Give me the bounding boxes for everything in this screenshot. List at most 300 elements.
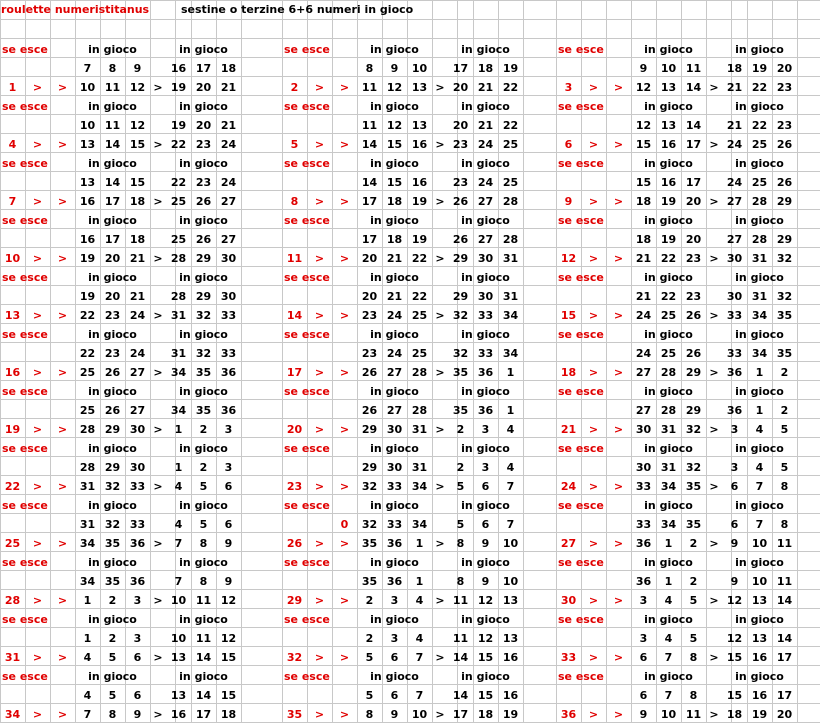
exit-number[interactable]: 36 bbox=[560, 708, 577, 721]
number-cell[interactable]: 23 bbox=[776, 119, 793, 132]
number-cell[interactable]: 32 bbox=[104, 518, 121, 531]
number-cell[interactable]: 25 bbox=[79, 366, 96, 379]
number-cell[interactable]: 30 bbox=[635, 423, 652, 436]
number-cell[interactable]: 18 bbox=[220, 62, 237, 75]
number-cell[interactable]: 33 bbox=[220, 309, 237, 322]
number-cell[interactable]: 5 bbox=[689, 594, 698, 607]
number-cell[interactable]: 33 bbox=[129, 480, 146, 493]
number-cell[interactable]: 15 bbox=[129, 176, 146, 189]
number-cell[interactable]: 13 bbox=[411, 119, 428, 132]
number-cell[interactable]: 32 bbox=[361, 480, 378, 493]
number-cell[interactable]: 4 bbox=[506, 423, 515, 436]
number-cell[interactable]: 3 bbox=[730, 461, 739, 474]
number-cell[interactable]: 4 bbox=[174, 518, 183, 531]
number-cell[interactable]: 18 bbox=[386, 233, 403, 246]
number-cell[interactable]: 14 bbox=[685, 119, 702, 132]
number-cell[interactable]: 34 bbox=[170, 366, 187, 379]
number-cell[interactable]: 12 bbox=[635, 119, 652, 132]
number-cell[interactable]: 20 bbox=[685, 195, 702, 208]
number-cell[interactable]: 23 bbox=[361, 347, 378, 360]
number-cell[interactable]: 8 bbox=[456, 537, 465, 550]
number-cell[interactable]: 31 bbox=[660, 461, 677, 474]
number-cell[interactable]: 24 bbox=[386, 347, 403, 360]
number-cell[interactable]: 30 bbox=[129, 423, 146, 436]
number-cell[interactable]: 26 bbox=[104, 404, 121, 417]
number-cell[interactable]: 4 bbox=[506, 461, 515, 474]
number-cell[interactable]: 14 bbox=[361, 138, 378, 151]
number-cell[interactable]: 20 bbox=[776, 62, 793, 75]
number-cell[interactable]: 15 bbox=[635, 138, 652, 151]
sheet-subtitle[interactable]: sestine o terzine 6+6 numeri in gioco bbox=[181, 3, 414, 16]
number-cell[interactable]: 19 bbox=[502, 62, 519, 75]
number-cell[interactable]: 10 bbox=[79, 81, 96, 94]
number-cell[interactable]: 35 bbox=[361, 537, 378, 550]
number-cell[interactable]: 22 bbox=[502, 81, 519, 94]
number-cell[interactable]: 17 bbox=[776, 689, 793, 702]
number-cell[interactable]: 17 bbox=[361, 195, 378, 208]
number-cell[interactable]: 19 bbox=[751, 62, 768, 75]
number-cell[interactable]: 26 bbox=[452, 233, 469, 246]
number-cell[interactable]: 18 bbox=[386, 195, 403, 208]
number-cell[interactable]: 21 bbox=[635, 290, 652, 303]
number-cell[interactable]: 14 bbox=[452, 689, 469, 702]
number-cell[interactable]: 33 bbox=[635, 480, 652, 493]
number-cell[interactable]: 4 bbox=[755, 461, 764, 474]
number-cell[interactable]: 15 bbox=[726, 689, 743, 702]
number-cell[interactable]: 17 bbox=[776, 651, 793, 664]
number-cell[interactable]: 12 bbox=[220, 632, 237, 645]
number-cell[interactable]: 2 bbox=[689, 537, 698, 550]
number-cell[interactable]: 16 bbox=[170, 62, 187, 75]
number-cell[interactable]: 19 bbox=[660, 233, 677, 246]
number-cell[interactable]: 7 bbox=[755, 480, 764, 493]
number-cell[interactable]: 26 bbox=[776, 176, 793, 189]
number-cell[interactable]: 1 bbox=[664, 537, 673, 550]
number-cell[interactable]: 30 bbox=[726, 252, 743, 265]
number-cell[interactable]: 6 bbox=[390, 689, 399, 702]
number-cell[interactable]: 34 bbox=[751, 347, 768, 360]
number-cell[interactable]: 19 bbox=[170, 81, 187, 94]
number-cell[interactable]: 36 bbox=[635, 537, 652, 550]
number-cell[interactable]: 18 bbox=[726, 62, 743, 75]
number-cell[interactable]: 16 bbox=[79, 233, 96, 246]
number-cell[interactable]: 34 bbox=[411, 480, 428, 493]
exit-number[interactable]: 32 bbox=[286, 651, 303, 664]
stray-zero-cell[interactable]: 0 bbox=[340, 518, 349, 531]
exit-number[interactable]: 14 bbox=[286, 309, 303, 322]
number-cell[interactable]: 26 bbox=[361, 366, 378, 379]
number-cell[interactable]: 10 bbox=[502, 537, 519, 550]
number-cell[interactable]: 25 bbox=[502, 138, 519, 151]
number-cell[interactable]: 7 bbox=[415, 689, 424, 702]
number-cell[interactable]: 9 bbox=[481, 575, 490, 588]
number-cell[interactable]: 5 bbox=[199, 518, 208, 531]
number-cell[interactable]: 35 bbox=[776, 347, 793, 360]
number-cell[interactable]: 6 bbox=[730, 480, 739, 493]
number-cell[interactable]: 31 bbox=[411, 423, 428, 436]
number-cell[interactable]: 14 bbox=[361, 176, 378, 189]
number-cell[interactable]: 22 bbox=[411, 290, 428, 303]
number-cell[interactable]: 17 bbox=[104, 195, 121, 208]
number-cell[interactable]: 30 bbox=[386, 461, 403, 474]
number-cell[interactable]: 9 bbox=[639, 708, 648, 721]
number-cell[interactable]: 25 bbox=[170, 195, 187, 208]
number-cell[interactable]: 20 bbox=[195, 119, 212, 132]
number-cell[interactable]: 20 bbox=[104, 290, 121, 303]
number-cell[interactable]: 13 bbox=[79, 176, 96, 189]
exit-number[interactable]: 34 bbox=[4, 708, 21, 721]
exit-number[interactable]: 19 bbox=[4, 423, 21, 436]
number-cell[interactable]: 6 bbox=[481, 480, 490, 493]
number-cell[interactable]: 27 bbox=[477, 233, 494, 246]
number-cell[interactable]: 8 bbox=[689, 689, 698, 702]
number-cell[interactable]: 14 bbox=[104, 138, 121, 151]
number-cell[interactable]: 27 bbox=[726, 195, 743, 208]
number-cell[interactable]: 29 bbox=[361, 461, 378, 474]
number-cell[interactable]: 7 bbox=[83, 62, 92, 75]
number-cell[interactable]: 23 bbox=[361, 309, 378, 322]
number-cell[interactable]: 27 bbox=[386, 366, 403, 379]
exit-number[interactable]: 3 bbox=[564, 81, 573, 94]
number-cell[interactable]: 22 bbox=[79, 309, 96, 322]
number-cell[interactable]: 21 bbox=[386, 252, 403, 265]
number-cell[interactable]: 5 bbox=[199, 480, 208, 493]
number-cell[interactable]: 30 bbox=[726, 290, 743, 303]
number-cell[interactable]: 1 bbox=[83, 632, 92, 645]
number-cell[interactable]: 8 bbox=[108, 708, 117, 721]
number-cell[interactable]: 3 bbox=[481, 423, 490, 436]
number-cell[interactable]: 20 bbox=[195, 81, 212, 94]
number-cell[interactable]: 16 bbox=[660, 176, 677, 189]
number-cell[interactable]: 19 bbox=[79, 252, 96, 265]
number-cell[interactable]: 3 bbox=[133, 594, 142, 607]
number-cell[interactable]: 10 bbox=[751, 575, 768, 588]
number-cell[interactable]: 24 bbox=[635, 309, 652, 322]
number-cell[interactable]: 8 bbox=[780, 480, 789, 493]
number-cell[interactable]: 19 bbox=[411, 233, 428, 246]
number-cell[interactable]: 2 bbox=[108, 632, 117, 645]
number-cell[interactable]: 1 bbox=[506, 366, 515, 379]
number-cell[interactable]: 25 bbox=[502, 176, 519, 189]
number-cell[interactable]: 12 bbox=[477, 632, 494, 645]
number-cell[interactable]: 23 bbox=[685, 290, 702, 303]
number-cell[interactable]: 29 bbox=[361, 423, 378, 436]
number-cell[interactable]: 9 bbox=[639, 62, 648, 75]
number-cell[interactable]: 25 bbox=[79, 404, 96, 417]
number-cell[interactable]: 32 bbox=[195, 347, 212, 360]
number-cell[interactable]: 24 bbox=[477, 138, 494, 151]
number-cell[interactable]: 36 bbox=[129, 537, 146, 550]
number-cell[interactable]: 3 bbox=[481, 461, 490, 474]
number-cell[interactable]: 25 bbox=[751, 138, 768, 151]
number-cell[interactable]: 10 bbox=[502, 575, 519, 588]
number-cell[interactable]: 13 bbox=[502, 632, 519, 645]
number-cell[interactable]: 29 bbox=[195, 252, 212, 265]
number-cell[interactable]: 12 bbox=[726, 594, 743, 607]
number-cell[interactable]: 7 bbox=[664, 689, 673, 702]
number-cell[interactable]: 30 bbox=[220, 290, 237, 303]
number-cell[interactable]: 13 bbox=[751, 632, 768, 645]
number-cell[interactable]: 5 bbox=[780, 461, 789, 474]
number-cell[interactable]: 26 bbox=[452, 195, 469, 208]
number-cell[interactable]: 5 bbox=[456, 480, 465, 493]
exit-number[interactable]: 33 bbox=[560, 651, 577, 664]
number-cell[interactable]: 16 bbox=[79, 195, 96, 208]
number-cell[interactable]: 17 bbox=[452, 708, 469, 721]
number-cell[interactable]: 5 bbox=[365, 689, 374, 702]
number-cell[interactable]: 17 bbox=[361, 233, 378, 246]
number-cell[interactable]: 26 bbox=[776, 138, 793, 151]
number-cell[interactable]: 20 bbox=[685, 233, 702, 246]
exit-number[interactable]: 2 bbox=[290, 81, 299, 94]
number-cell[interactable]: 30 bbox=[129, 461, 146, 474]
number-cell[interactable]: 23 bbox=[195, 138, 212, 151]
number-cell[interactable]: 26 bbox=[195, 195, 212, 208]
exit-number[interactable]: 25 bbox=[4, 537, 21, 550]
number-cell[interactable]: 24 bbox=[726, 138, 743, 151]
number-cell[interactable]: 22 bbox=[660, 290, 677, 303]
number-cell[interactable]: 9 bbox=[390, 708, 399, 721]
number-cell[interactable]: 8 bbox=[456, 575, 465, 588]
number-cell[interactable]: 29 bbox=[452, 252, 469, 265]
number-cell[interactable]: 21 bbox=[726, 119, 743, 132]
number-cell[interactable]: 8 bbox=[365, 708, 374, 721]
number-cell[interactable]: 18 bbox=[477, 708, 494, 721]
sheet-title[interactable]: roulette numeristitanus bbox=[1, 3, 150, 16]
number-cell[interactable]: 11 bbox=[776, 537, 793, 550]
number-cell[interactable]: 31 bbox=[751, 252, 768, 265]
number-cell[interactable]: 29 bbox=[776, 233, 793, 246]
number-cell[interactable]: 27 bbox=[726, 233, 743, 246]
number-cell[interactable]: 15 bbox=[220, 651, 237, 664]
exit-number[interactable]: 6 bbox=[564, 138, 573, 151]
number-cell[interactable]: 28 bbox=[751, 233, 768, 246]
number-cell[interactable]: 23 bbox=[195, 176, 212, 189]
number-cell[interactable]: 19 bbox=[502, 708, 519, 721]
exit-number[interactable]: 4 bbox=[8, 138, 17, 151]
number-cell[interactable]: 3 bbox=[224, 423, 233, 436]
exit-number[interactable]: 26 bbox=[286, 537, 303, 550]
number-cell[interactable]: 21 bbox=[220, 119, 237, 132]
number-cell[interactable]: 16 bbox=[502, 651, 519, 664]
number-cell[interactable]: 4 bbox=[83, 689, 92, 702]
number-cell[interactable]: 22 bbox=[411, 252, 428, 265]
number-cell[interactable]: 27 bbox=[129, 366, 146, 379]
number-cell[interactable]: 32 bbox=[776, 252, 793, 265]
number-cell[interactable]: 27 bbox=[635, 404, 652, 417]
number-cell[interactable]: 34 bbox=[411, 518, 428, 531]
number-cell[interactable]: 28 bbox=[79, 461, 96, 474]
number-cell[interactable]: 3 bbox=[639, 632, 648, 645]
number-cell[interactable]: 9 bbox=[133, 62, 142, 75]
number-cell[interactable]: 30 bbox=[477, 252, 494, 265]
number-cell[interactable]: 28 bbox=[502, 233, 519, 246]
number-cell[interactable]: 28 bbox=[170, 290, 187, 303]
number-cell[interactable]: 24 bbox=[220, 138, 237, 151]
number-cell[interactable]: 21 bbox=[386, 290, 403, 303]
number-cell[interactable]: 15 bbox=[220, 689, 237, 702]
number-cell[interactable]: 8 bbox=[780, 518, 789, 531]
number-cell[interactable]: 26 bbox=[685, 309, 702, 322]
number-cell[interactable]: 3 bbox=[730, 423, 739, 436]
number-cell[interactable]: 32 bbox=[104, 480, 121, 493]
number-cell[interactable]: 1 bbox=[415, 575, 424, 588]
number-cell[interactable]: 21 bbox=[477, 81, 494, 94]
number-cell[interactable]: 2 bbox=[365, 632, 374, 645]
number-cell[interactable]: 31 bbox=[751, 290, 768, 303]
number-cell[interactable]: 11 bbox=[776, 575, 793, 588]
number-cell[interactable]: 6 bbox=[390, 651, 399, 664]
number-cell[interactable]: 14 bbox=[776, 632, 793, 645]
number-cell[interactable]: 21 bbox=[477, 119, 494, 132]
number-cell[interactable]: 5 bbox=[108, 651, 117, 664]
number-cell[interactable]: 1 bbox=[664, 575, 673, 588]
number-cell[interactable]: 2 bbox=[689, 575, 698, 588]
number-cell[interactable]: 25 bbox=[660, 347, 677, 360]
number-cell[interactable]: 35 bbox=[361, 575, 378, 588]
number-cell[interactable]: 1 bbox=[83, 594, 92, 607]
number-cell[interactable]: 9 bbox=[390, 62, 399, 75]
number-cell[interactable]: 35 bbox=[776, 309, 793, 322]
number-cell[interactable]: 8 bbox=[689, 651, 698, 664]
number-cell[interactable]: 21 bbox=[635, 252, 652, 265]
number-cell[interactable]: 10 bbox=[170, 594, 187, 607]
number-cell[interactable]: 24 bbox=[386, 309, 403, 322]
exit-number[interactable]: 20 bbox=[286, 423, 303, 436]
number-cell[interactable]: 4 bbox=[415, 632, 424, 645]
number-cell[interactable]: 5 bbox=[456, 518, 465, 531]
number-cell[interactable]: 31 bbox=[170, 347, 187, 360]
number-cell[interactable]: 9 bbox=[133, 708, 142, 721]
number-cell[interactable]: 28 bbox=[79, 423, 96, 436]
number-cell[interactable]: 9 bbox=[481, 537, 490, 550]
number-cell[interactable]: 1 bbox=[755, 366, 764, 379]
number-cell[interactable]: 23 bbox=[452, 176, 469, 189]
number-cell[interactable]: 7 bbox=[755, 518, 764, 531]
number-cell[interactable]: 35 bbox=[452, 366, 469, 379]
exit-number[interactable]: 28 bbox=[4, 594, 21, 607]
number-cell[interactable]: 25 bbox=[170, 233, 187, 246]
number-cell[interactable]: 26 bbox=[195, 233, 212, 246]
number-cell[interactable]: 35 bbox=[195, 366, 212, 379]
number-cell[interactable]: 34 bbox=[170, 404, 187, 417]
number-cell[interactable]: 17 bbox=[104, 233, 121, 246]
number-cell[interactable]: 17 bbox=[452, 62, 469, 75]
number-cell[interactable]: 3 bbox=[390, 594, 399, 607]
number-cell[interactable]: 9 bbox=[730, 575, 739, 588]
number-cell[interactable]: 25 bbox=[411, 309, 428, 322]
number-cell[interactable]: 6 bbox=[730, 518, 739, 531]
number-cell[interactable]: 28 bbox=[660, 404, 677, 417]
number-cell[interactable]: 2 bbox=[365, 594, 374, 607]
number-cell[interactable]: 8 bbox=[199, 537, 208, 550]
number-cell[interactable]: 22 bbox=[660, 252, 677, 265]
number-cell[interactable]: 11 bbox=[195, 594, 212, 607]
number-cell[interactable]: 13 bbox=[660, 119, 677, 132]
number-cell[interactable]: 30 bbox=[386, 423, 403, 436]
number-cell[interactable]: 16 bbox=[170, 708, 187, 721]
number-cell[interactable]: 10 bbox=[170, 632, 187, 645]
number-cell[interactable]: 3 bbox=[133, 632, 142, 645]
number-cell[interactable]: 28 bbox=[170, 252, 187, 265]
number-cell[interactable]: 9 bbox=[224, 575, 233, 588]
number-cell[interactable]: 10 bbox=[751, 537, 768, 550]
number-cell[interactable]: 36 bbox=[635, 575, 652, 588]
number-cell[interactable]: 6 bbox=[133, 689, 142, 702]
number-cell[interactable]: 12 bbox=[129, 119, 146, 132]
exit-number[interactable]: 24 bbox=[560, 480, 577, 493]
number-cell[interactable]: 22 bbox=[502, 119, 519, 132]
number-cell[interactable]: 35 bbox=[685, 480, 702, 493]
number-cell[interactable]: 2 bbox=[108, 594, 117, 607]
number-cell[interactable]: 15 bbox=[477, 689, 494, 702]
number-cell[interactable]: 19 bbox=[170, 119, 187, 132]
number-cell[interactable]: 23 bbox=[104, 309, 121, 322]
exit-number[interactable]: 27 bbox=[560, 537, 577, 550]
exit-number[interactable]: 17 bbox=[286, 366, 303, 379]
number-cell[interactable]: 35 bbox=[685, 518, 702, 531]
number-cell[interactable]: 29 bbox=[104, 423, 121, 436]
number-cell[interactable]: 10 bbox=[411, 62, 428, 75]
number-cell[interactable]: 34 bbox=[751, 309, 768, 322]
number-cell[interactable]: 2 bbox=[456, 461, 465, 474]
number-cell[interactable]: 14 bbox=[195, 651, 212, 664]
number-cell[interactable]: 12 bbox=[129, 81, 146, 94]
number-cell[interactable]: 31 bbox=[502, 252, 519, 265]
number-cell[interactable]: 12 bbox=[726, 632, 743, 645]
number-cell[interactable]: 34 bbox=[660, 518, 677, 531]
number-cell[interactable]: 33 bbox=[726, 347, 743, 360]
exit-number[interactable]: 10 bbox=[4, 252, 21, 265]
number-cell[interactable]: 11 bbox=[685, 62, 702, 75]
number-cell[interactable]: 17 bbox=[685, 176, 702, 189]
number-cell[interactable]: 1 bbox=[415, 537, 424, 550]
number-cell[interactable]: 25 bbox=[411, 347, 428, 360]
number-cell[interactable]: 34 bbox=[502, 309, 519, 322]
number-cell[interactable]: 35 bbox=[104, 537, 121, 550]
number-cell[interactable]: 33 bbox=[386, 518, 403, 531]
number-cell[interactable]: 35 bbox=[195, 404, 212, 417]
number-cell[interactable]: 4 bbox=[415, 594, 424, 607]
number-cell[interactable]: 33 bbox=[635, 518, 652, 531]
exit-number[interactable]: 9 bbox=[564, 195, 573, 208]
number-cell[interactable]: 15 bbox=[635, 176, 652, 189]
number-cell[interactable]: 15 bbox=[726, 651, 743, 664]
exit-number[interactable]: 23 bbox=[286, 480, 303, 493]
number-cell[interactable]: 4 bbox=[174, 480, 183, 493]
number-cell[interactable]: 12 bbox=[635, 81, 652, 94]
number-cell[interactable]: 1 bbox=[506, 404, 515, 417]
number-cell[interactable]: 1 bbox=[174, 423, 183, 436]
number-cell[interactable]: 24 bbox=[129, 347, 146, 360]
number-cell[interactable]: 13 bbox=[79, 138, 96, 151]
number-cell[interactable]: 11 bbox=[361, 81, 378, 94]
number-cell[interactable]: 11 bbox=[104, 119, 121, 132]
number-cell[interactable]: 25 bbox=[751, 176, 768, 189]
number-cell[interactable]: 4 bbox=[664, 594, 673, 607]
number-cell[interactable]: 13 bbox=[660, 81, 677, 94]
number-cell[interactable]: 9 bbox=[224, 537, 233, 550]
number-cell[interactable]: 18 bbox=[129, 195, 146, 208]
number-cell[interactable]: 14 bbox=[776, 594, 793, 607]
number-cell[interactable]: 2 bbox=[199, 461, 208, 474]
number-cell[interactable]: 29 bbox=[104, 461, 121, 474]
number-cell[interactable]: 21 bbox=[129, 252, 146, 265]
number-cell[interactable]: 13 bbox=[502, 594, 519, 607]
number-cell[interactable]: 31 bbox=[660, 423, 677, 436]
exit-number[interactable]: 13 bbox=[4, 309, 21, 322]
number-cell[interactable]: 16 bbox=[411, 176, 428, 189]
